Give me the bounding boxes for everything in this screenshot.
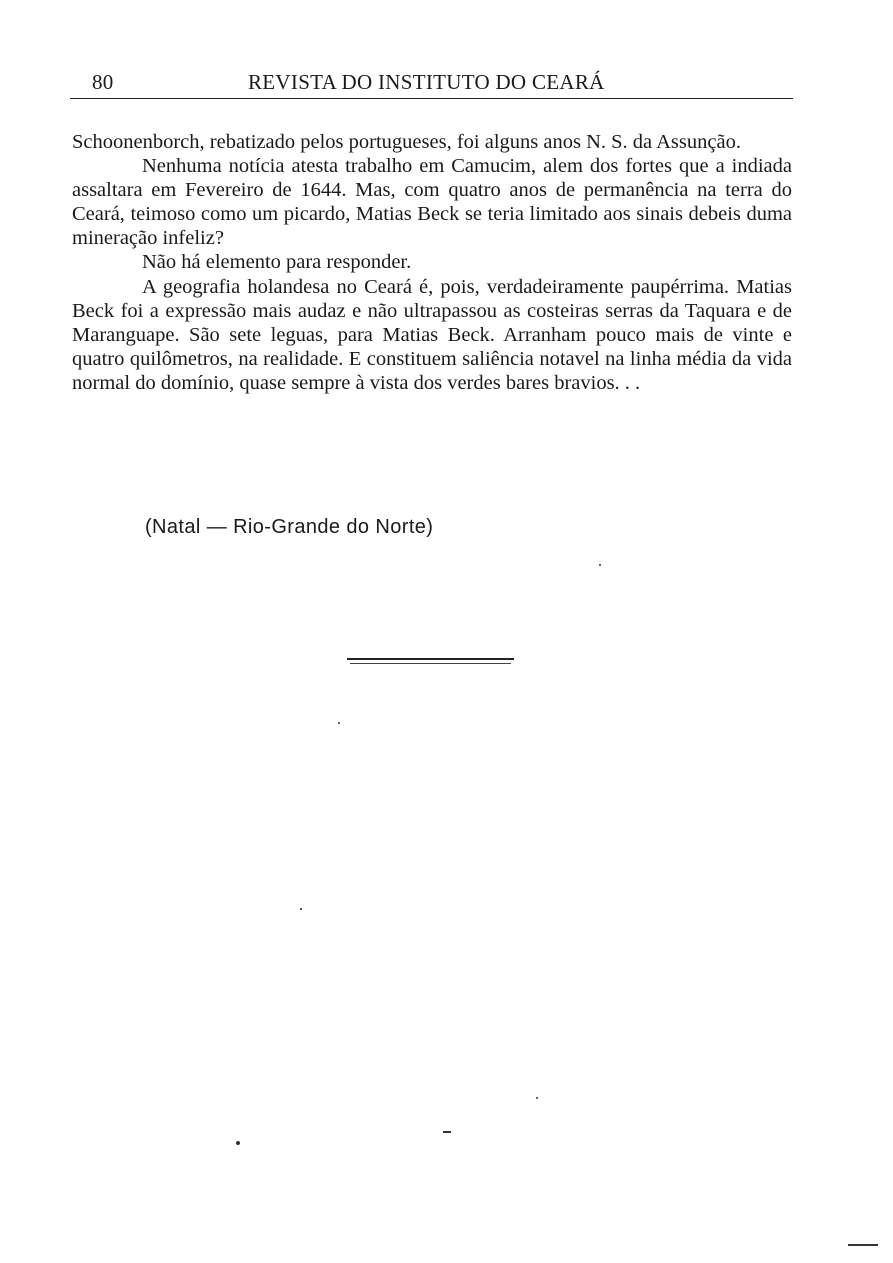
print-speck	[599, 564, 601, 566]
paragraph-1: Schoonenborch, rebatizado pelos portugueses, foi alguns anos N. S. da Assunção.	[72, 131, 741, 153]
print-speck	[848, 1244, 878, 1246]
end-rule-secondary	[350, 663, 511, 664]
place-signature: (Natal — Rio-Grande do Norte)	[145, 516, 434, 538]
paragraph-3: Não há elemento para responder.	[142, 251, 412, 274]
running-title: REVISTA DO INSTITUTO DO CEARÁ	[248, 70, 605, 94]
print-speck	[300, 908, 302, 910]
body-text	[72, 130, 792, 395]
paragraph-2: Nenhuma notícia atesta trabalho em Camucim, alem dos fortes que a indiada assaltara em Fevereiro de 1644. Mas, com quatro anos de permanência na terra do Ceará, teimoso como um picardo, Matias Beck se teria limitado aos sinais debeis duma mineração infeliz?	[72, 155, 792, 250]
paragraph-4: A geografia holandesa no Ceará é, pois, verdadeiramente paupérrima. Matias Beck foi a expressão mais audaz e não ultrapassou as costeiras serras da Taquara e de Maranguape. São sete leguas, para Matias Beck. Arranham pouco mais de vinte e quatro quilômetros, na realidade. E constituem saliência notavel na linha média da vida normal do domínio, quase sempre à vista dos verdes bares bravios. . .	[72, 275, 792, 394]
print-speck	[236, 1141, 240, 1145]
header-rule	[70, 98, 793, 99]
print-speck	[536, 1097, 538, 1099]
print-speck	[443, 1131, 451, 1133]
page-number: 80	[92, 70, 114, 94]
page-header	[78, 68, 794, 98]
end-rule	[347, 658, 514, 660]
print-speck	[338, 722, 340, 724]
